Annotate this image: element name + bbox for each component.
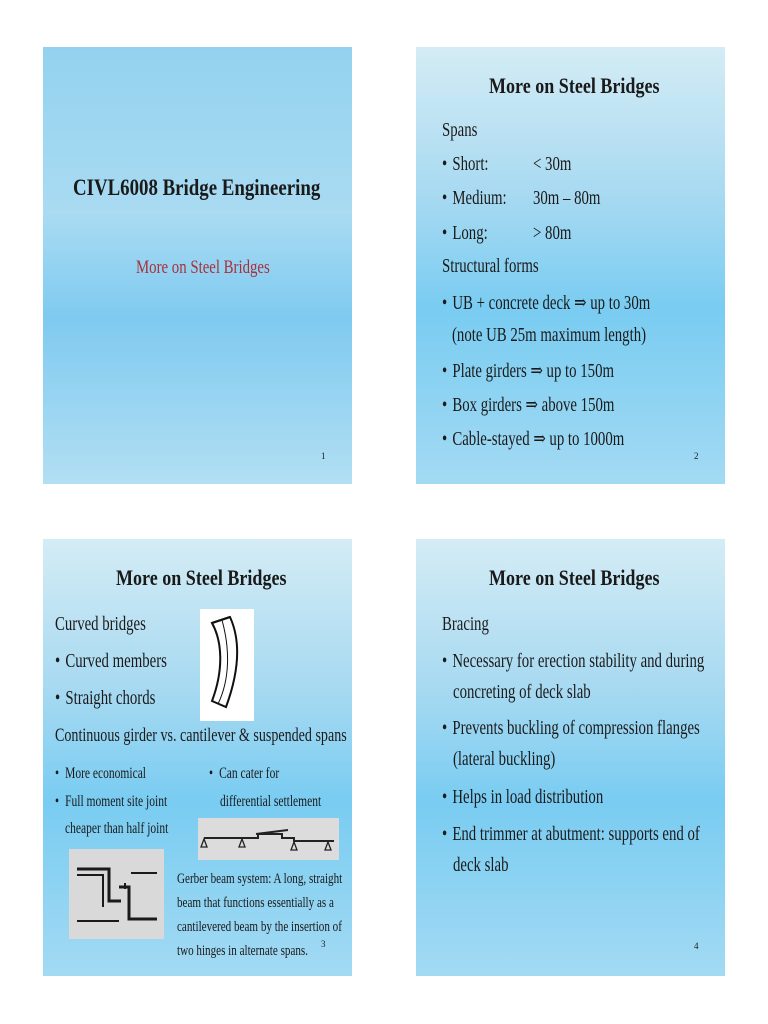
list-item: • Medium: [442, 187, 507, 209]
list-item: • Short: [442, 153, 489, 175]
list-item-continuation: (note UB 25m maximum length) [452, 324, 647, 346]
list-item: • Prevents buckling of compression flanges [442, 717, 700, 739]
spans-heading: Spans [442, 119, 478, 141]
list-item: • Curved members [55, 650, 167, 672]
list-item-continuation: differential settlement [220, 793, 322, 810]
slide-title: More on Steel Bridges [489, 565, 660, 590]
slide-subtitle: More on Steel Bridges [136, 257, 270, 278]
gerber-caption-line: beam that functions essentially as a [177, 895, 334, 911]
span-value: 30m – 80m [533, 187, 601, 209]
slide-title: More on Steel Bridges [489, 73, 660, 98]
list-item: • Necessary for erection stability and during [442, 650, 705, 672]
list-item: • More economical [55, 765, 147, 782]
bracing-heading: Bracing [442, 613, 489, 635]
list-item-continuation: cheaper than half joint [65, 820, 169, 837]
list-item: • Cable-stayed ⇒ up to 1000m [442, 428, 625, 450]
list-item-continuation: deck slab [453, 854, 509, 876]
curved-member-sketch [200, 609, 254, 721]
list-item: • Can cater for [209, 765, 280, 782]
gerber-beam-diagram [198, 818, 339, 860]
span-value: < 30m [533, 153, 572, 175]
slide-2 [416, 47, 725, 484]
slide-title: More on Steel Bridges [116, 565, 287, 590]
list-item: • UB + concrete deck ⇒ up to 30m [442, 292, 651, 314]
list-item: • Helps in load distribution [442, 786, 604, 808]
slide-1 [43, 47, 352, 484]
gerber-caption-line: cantilevered beam by the insertion of [177, 919, 342, 935]
forms-heading: Structural forms [442, 255, 539, 277]
list-item: • Straight chords [55, 687, 156, 709]
list-item-continuation: concreting of deck slab [453, 681, 591, 703]
slide-3 [43, 539, 352, 976]
slide-title: CIVL6008 Bridge Engineering [73, 175, 321, 200]
list-item-continuation: (lateral buckling) [453, 748, 556, 770]
page-number: 3 [321, 939, 326, 949]
gerber-caption-line: Gerber beam system: A long, straight [177, 871, 343, 887]
list-item: • Full moment site joint [55, 793, 168, 810]
curved-heading: Curved bridges [55, 613, 146, 635]
gerber-caption-line: two hinges in alternate spans. [177, 943, 309, 959]
list-item: • Long: [442, 222, 488, 244]
list-item: • Plate girders ⇒ up to 150m [442, 360, 614, 382]
page-number: 2 [694, 451, 699, 461]
slide-4 [416, 539, 725, 976]
page-number: 4 [694, 941, 699, 951]
list-item: • Box girders ⇒ above 150m [442, 394, 615, 416]
list-item: • End trimmer at abutment: supports end of [442, 823, 700, 845]
span-value: > 80m [533, 222, 572, 244]
half-joint-sketch [69, 849, 164, 939]
page-number: 1 [321, 451, 326, 461]
continuous-heading: Continuous girder vs. cantilever & suspended spans [55, 725, 347, 746]
